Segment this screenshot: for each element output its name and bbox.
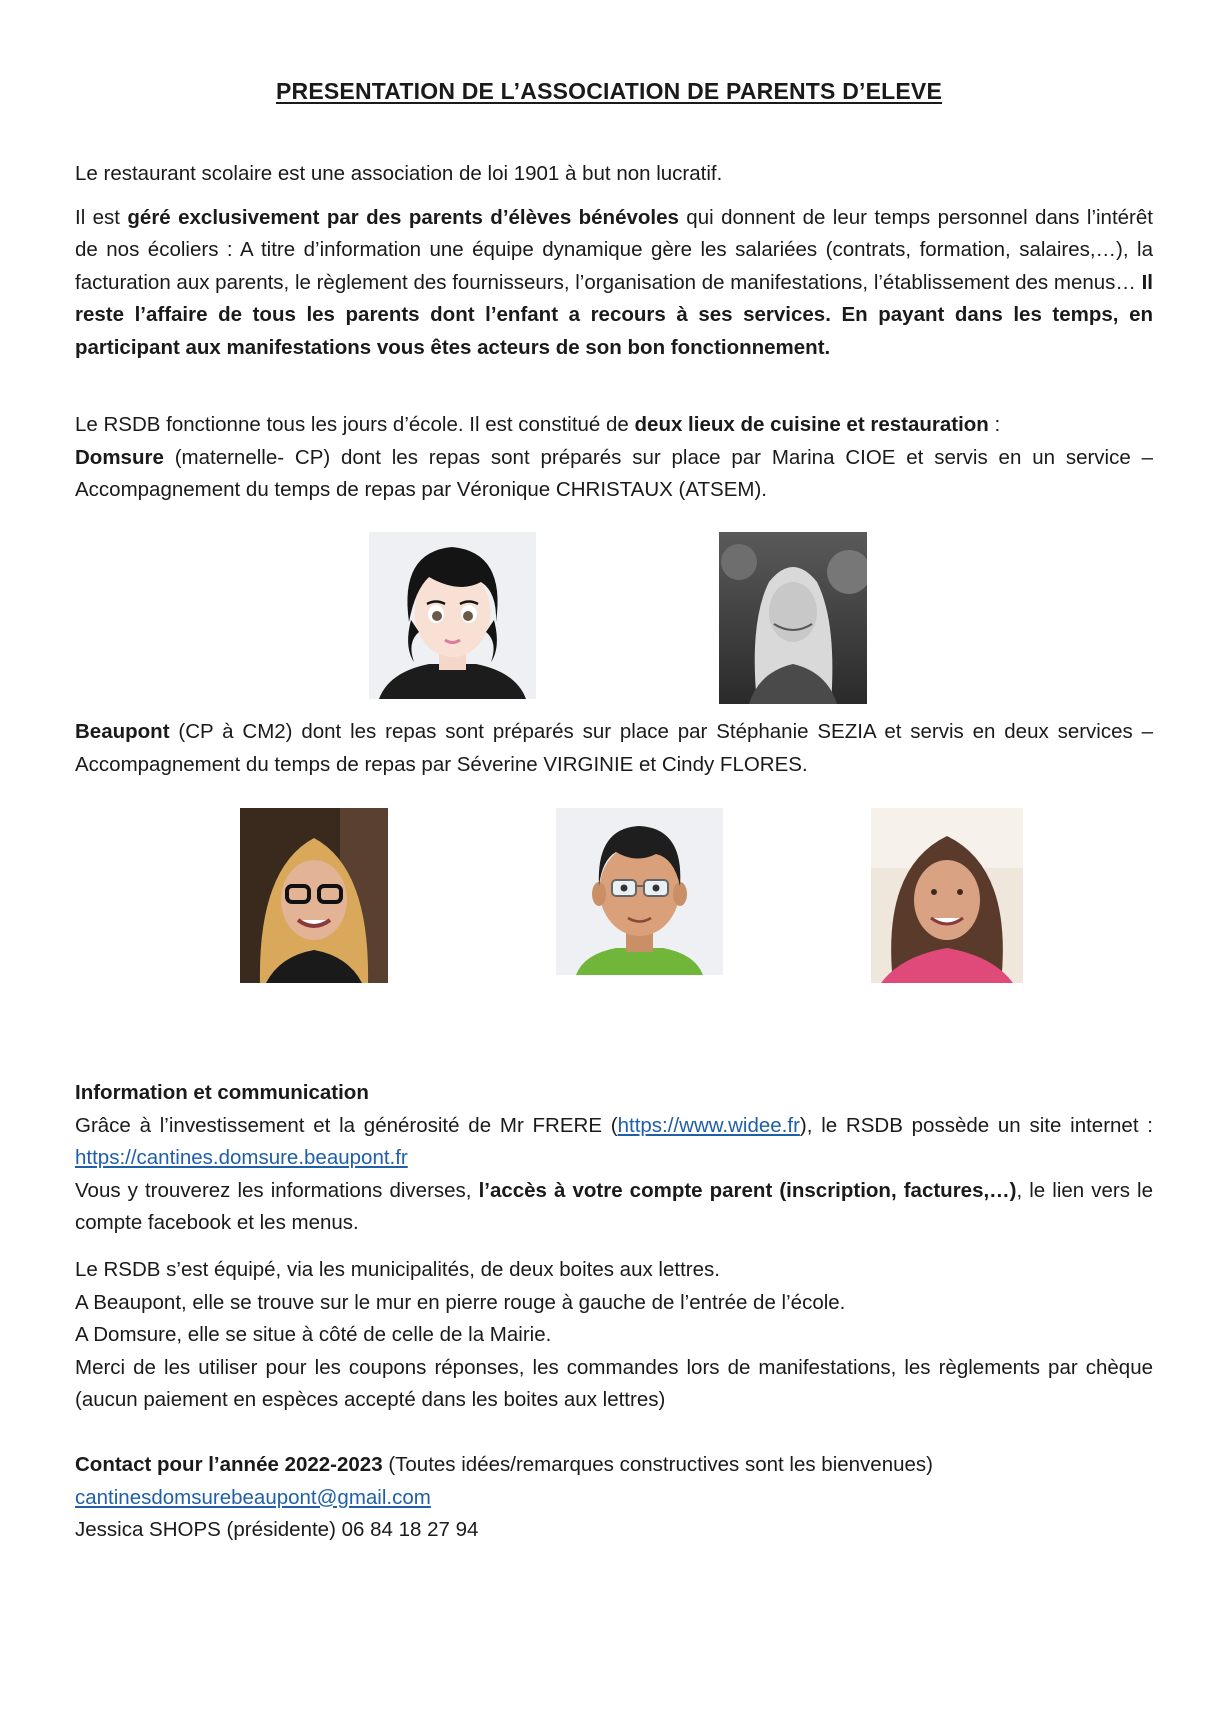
contact-heading-line: Contact pour l’année 2022-2023 (Toutes idées/remarques constructives sont les bienvenues): [75, 1453, 933, 1476]
photo-veronique-christaux: [719, 532, 867, 704]
intro-paragraph-2: Il est géré exclusivement par des parents d’élèves bénévoles qui donnent de leur temps personnel dans l’intérêt de nos écoliers : A titre d’information une équipe dynamique gère les salariées (contrats, formation, salaires,…), la facturation aux parents, le règlement des fournisseurs, l’organisation de manifestations, l’établissement des menus… Il reste l’affaire de tous les parents dont l’enfant a recours à ses services. En payant dans les temps, en participant aux manifestations vous êtes acteurs de son bon fonctionnement.: [75, 205, 1153, 359]
widee-link[interactable]: https://www.widee.fr: [617, 1113, 800, 1137]
domsure-paragraph: Domsure (maternelle- CP) dont les repas sont préparés sur place par Marina CIOE et servis en un service – Accompagnement du temps de repas par Véronique CHRISTAUX (ATSEM).: [75, 445, 1153, 501]
beaupont-paragraph: Beaupont (CP à CM2) dont les repas sont préparés sur place par Stéphanie SEZIA et servis en deux services – Accompagnement du temps de repas par Séverine VIRGINIE et Cindy FLORES.: [75, 720, 1153, 776]
information-section: [75, 1077, 1153, 1240]
intro-paragraph-1: Le restaurant scolaire est une association de loi 1901 à but non lucratif.: [75, 162, 723, 185]
photo-cindy-flores: [871, 808, 1023, 983]
mailboxes-section: [75, 1254, 1153, 1417]
mailboxes-line-3: A Domsure, elle se situe à côté de celle de la Mairie.: [75, 1323, 552, 1346]
site-link[interactable]: https://cantines.domsure.beaupont.fr: [75, 1146, 408, 1169]
information-paragraph-2: Vous y trouverez les informations diverses, l’accès à votre compte parent (inscription, factures,…), le lien vers le compte facebook et les menus.: [75, 1178, 1153, 1234]
avatar-severine-virginie: [556, 808, 723, 975]
rsdb-section: [75, 409, 1153, 507]
avatar-marina-cioe: [369, 532, 536, 699]
mailboxes-line-1: Le RSDB s’est équipé, via les municipalités, de deux boites aux lettres.: [75, 1258, 720, 1281]
mailboxes-line-2: A Beaupont, elle se trouve sur le mur en pierre rouge à gauche de l’entrée de l’école.: [75, 1290, 846, 1314]
contact-email-line: [75, 1482, 1153, 1515]
contact-section: [75, 1449, 1153, 1547]
contact-person: Jessica SHOPS (présidente) 06 84 18 27 94: [75, 1518, 479, 1541]
page-title: PRESENTATION DE L’ASSOCIATION DE PARENTS D’ELEVE: [275, 78, 943, 104]
photo-stephanie-sezia: [240, 808, 388, 983]
information-heading: Information et communication: [75, 1081, 369, 1104]
intro-section: [75, 158, 1153, 364]
contact-email-link[interactable]: cantinesdomsurebeaupont@gmail.com: [75, 1485, 431, 1509]
rsdb-paragraph: Le RSDB fonctionne tous les jours d’école. Il est constitué de deux lieux de cuisine et restauration :: [75, 413, 1001, 436]
mailboxes-line-4: Merci de les utiliser pour les coupons réponses, les commandes lors de manifestations, les règlements par chèque (aucun paiement en espèces accepté dans les boites aux lettres): [75, 1355, 1153, 1411]
information-paragraph: Grâce à l’investissement et la générosité de Mr FRERE (https://www.widee.fr), le RSDB possède un site internet : https://cantines.domsure.beaupont.fr: [75, 1113, 1153, 1169]
